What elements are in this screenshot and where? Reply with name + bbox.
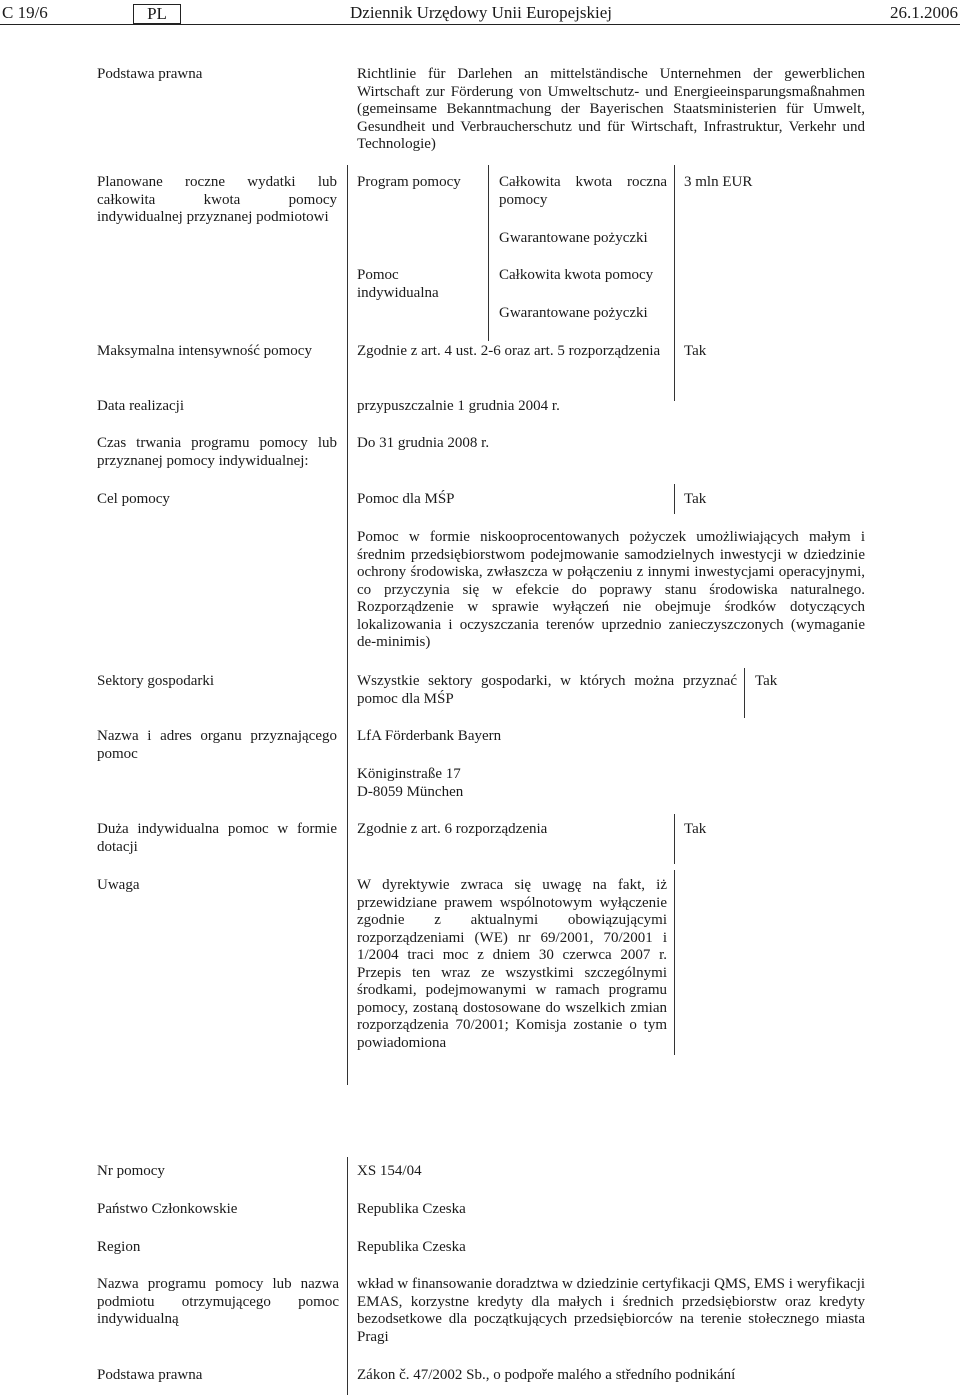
objective-description: Pomoc w formie niskooprocentowanych pożyczek umożliwiających małym i średnim przedsiębiorstwom podejmowanie samodzielnych inwestycji w dziedzinie ochrony środowiska, zwłaszcza w połączeniu z innymi inwestycjami operacyjnymi, co przyczynia się w efekcie do poprawy stanu środowiska naturalnego. Rozporządzenie w sprawie wyłączeń nie obejmuje środków dotyczących lokalizowania i oczyszczania terenów uprzednio zanieczyszczonych (wymaganie de-minimis) [357, 529, 865, 650]
legal-basis-label: Podstawa prawna [97, 66, 203, 82]
region-label: Region [97, 1239, 141, 1255]
remarks-label: Uwaga [97, 877, 140, 893]
duration-value: Do 31 grudnia 2008 r. [357, 435, 490, 451]
total-annual-value: 3 mln EUR [684, 174, 753, 190]
large-aid-label: Duża indywidualna pomoc w formie dotacji [97, 821, 337, 855]
max-intensity-label: Maksymalna intensywność pomocy [97, 343, 312, 359]
table1-flag-divider-5 [674, 870, 675, 1055]
aid-number-label: Nr pomocy [97, 1163, 165, 1179]
objective-label: Cel pomocy [97, 491, 170, 507]
page-reference: C 19/6 [2, 3, 48, 22]
max-intensity-value: Zgodnie z art. 4 ust. 2-6 oraz art. 5 rozporządzenia [357, 343, 661, 359]
member-state-label: Państwo Członkowskie [97, 1201, 238, 1217]
authority-name: LfA Förderbank Bayern [357, 728, 502, 744]
expenditure-label: Planowane roczne wydatki lub całkowita kwota pomocy indywidualnej przyznanej podmiotowi [97, 174, 337, 225]
large-aid-value: Zgodnie z art. 6 rozporządzenia [357, 821, 548, 837]
table2-legal-basis-value: Zákon č. 47/2002 Sb., o podpoře malého a středního podnikání [357, 1367, 736, 1383]
scheme-name-value: wkład w finansowanie doradztwa w dziedzinie certyfikacji QMS, EMS i weryfikacji EMAS, korzystne kredyty dla małych i średnich przedsiębiorstw oraz kredyty bezodsetkowe dla początkujących przedsiębiorców na terenie stołecznego miasta Pragi [357, 1276, 865, 1345]
sectors-flag: Tak [755, 673, 778, 689]
authority-street: Königinstraße 17 [357, 766, 461, 782]
publication-date: 26.1.2006 [890, 3, 958, 22]
total-annual-label: Całkowita kwota roczna pomocy [499, 174, 667, 208]
table2-divider [347, 1157, 348, 1395]
table2-legal-basis-label: Podstawa prawna [97, 1367, 203, 1383]
language-badge: PL [133, 4, 181, 24]
objective-value: Pomoc dla MŚP [357, 491, 455, 507]
table1-subdivider [488, 165, 489, 341]
sectors-label: Sektory gospodarki [97, 673, 215, 689]
guaranteed-loans-2: Gwarantowane pożyczki [499, 305, 648, 321]
individual-aid-label: Pomoc indywidualna [357, 267, 439, 301]
table1-flag-divider [674, 165, 675, 401]
region-value: Republika Czeska [357, 1239, 466, 1255]
guaranteed-loans-1: Gwarantowane pożyczki [499, 230, 648, 246]
duration-label: Czas trwania programu pomocy lub przyznanej pomocy indywidualnej: [97, 435, 337, 469]
authority-city: D-8059 München [357, 784, 464, 800]
large-aid-flag: Tak [684, 821, 707, 837]
table1-divider [347, 165, 348, 1085]
impl-date-value: przypuszczalnie 1 grudnia 2004 r. [357, 398, 560, 414]
program-label: Program pomocy [357, 174, 461, 190]
table1-flag-divider-4 [674, 814, 675, 864]
aid-number-value: XS 154/04 [357, 1163, 422, 1179]
table1-flag-divider-2 [674, 484, 675, 514]
impl-date-label: Data realizacji [97, 398, 185, 414]
sectors-value: Wszystkie sektory gospodarki, w których można przyznać pomoc dla MŚP [357, 673, 737, 707]
journal-title: Dziennik Urzędowy Unii Europejskiej [350, 3, 613, 22]
authority-label: Nazwa i adres organu przyznającego pomoc [97, 728, 337, 762]
journal-header [0, 0, 960, 25]
objective-flag: Tak [684, 491, 707, 507]
remarks-value: W dyrektywie zwraca się uwagę na fakt, iż przewidziane prawem wspólnotowym wyłączenie zgodnie z aktualnymi obowiązującymi rozporządzeniami (WE) nr 69/2001, 70/2001 i 1/2004 traci moc z dniem 30 czerwca 2007 r. Przepis ten wraz ze wszystkimi szczególnymi środkami, podejmowanymi w ramach programu pomocy, zostaną dostosowane do wszelkich zmian rozporządzenia 70/2001; Komisja zostanie o tym powiadomiona [357, 877, 667, 1051]
total-amount-label: Całkowita kwota pomocy [499, 267, 654, 283]
scheme-name-label: Nazwa programu pomocy lub nazwa podmiotu otrzymującego pomoc indywidualną [97, 1276, 339, 1327]
table1-flag-divider-3 [744, 668, 745, 718]
member-state-value: Republika Czeska [357, 1201, 466, 1217]
legal-basis-value: Richtlinie für Darlehen an mittelständische Unternehmen der gewerblichen Wirtschaft zur Förderung von Umweltschutz- und Energieeinsparungsmaßnahmen (gemeinsame Bekanntmachung der Bayerischen Staatsministerien für Umwelt, Gesundheit und Verbraucherschutz und für Wirtschaft, Infrastruktur, Verkehr und Technologie) [357, 66, 865, 152]
max-intensity-flag: Tak [684, 343, 707, 359]
